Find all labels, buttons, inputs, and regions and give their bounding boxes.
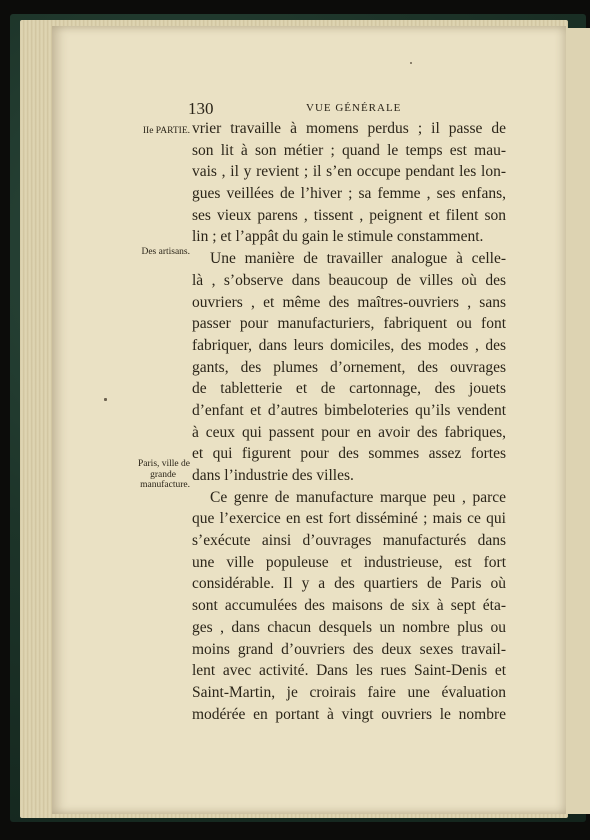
margin-note-part	[116, 126, 190, 137]
body-text	[192, 118, 506, 725]
text-line: gues veillées de l’hiver ; sa femme , ses enfans,	[192, 185, 506, 203]
facing-page-edge	[566, 28, 590, 814]
text-line: passer pour manufacturiers, fabriquent ou font	[192, 315, 506, 333]
text-line: gants, des plumes d’ornement, des ouvrages	[192, 358, 506, 376]
paper-speck	[104, 398, 107, 401]
text-line: Saint-Martin, je croirais faire une évaluation	[192, 683, 506, 701]
text-line: lent avec activité. Dans les rues Saint-Denis et	[192, 662, 506, 680]
text-line: fabriquer, dans leurs domiciles, des modes , des	[192, 336, 506, 354]
text-line: d’enfant et d’autres bimbeloteries qu’ils vendent	[192, 401, 506, 419]
paper-speck	[410, 62, 412, 64]
text-line: là , s’observe dans beaucoup de villes où des	[192, 271, 506, 289]
margin-note-line: manufacture.	[140, 480, 190, 490]
page-number: 130	[188, 99, 214, 118]
margin-note-line: Des artisans.	[141, 247, 190, 257]
text-line: de tabletterie et de cartonnage, des jouets	[192, 380, 506, 398]
text-line: considérable. Il y a des quartiers de Paris où	[192, 575, 506, 593]
text-line: moins grand d’ouvriers des deux sexes travail-	[192, 640, 506, 658]
margin-note-paris	[116, 459, 190, 491]
margin-note-line: grande	[150, 469, 176, 480]
text-line: Une manière de travailler analogue à celle-	[210, 250, 506, 268]
text-line: dans l’industrie des villes.	[192, 467, 354, 484]
paragraph	[192, 248, 506, 487]
paragraph	[192, 118, 506, 248]
text-line: s’exécute ainsi d’ouvrages manufacturés dans	[192, 532, 506, 550]
margin-note-line: Paris, ville de	[138, 459, 190, 469]
text-line: modérée en portant à vingt ouvriers le nombre	[192, 705, 506, 723]
text-line: une ville populeuse et industrieuse, est fort	[192, 553, 506, 571]
text-line: sont accumulées des maisons de six à sept éta-	[192, 597, 506, 615]
text-line: ouvriers , et même des maîtres-ouvriers , sans	[192, 293, 506, 311]
running-head: VUE GÉNÉRALE	[306, 102, 402, 114]
text-line: Ce genre de manufacture marque peu , parce	[210, 488, 506, 506]
text-line: ges , dans chacun desquels un nombre plus ou	[192, 618, 506, 636]
page-header	[188, 99, 508, 119]
text-line: lin ; et l’appât du gain le stimule constamment.	[192, 228, 484, 246]
text-line: à ceux qui passent pour en avoir des fabriques,	[192, 423, 506, 441]
margin-note-line: IIe PARTIE.	[142, 126, 190, 136]
text-line: que l’exercice en est fort disséminé ; mais ce qui	[192, 510, 506, 528]
margin-note-artisans	[116, 247, 190, 258]
paragraph	[192, 487, 506, 726]
text-line: ses vieux parens , tissent , peignent et filent son	[192, 206, 506, 224]
text-line: son lit à son métier ; quand le temps est mau-	[192, 141, 506, 159]
text-line: et qui figurent pour des sommes assez fortes	[192, 445, 506, 463]
text-line: vrier travaille à momens perdus ; il passe de	[192, 120, 506, 137]
text-line: vais , il y revient ; il s’en occupe pendant les lon-	[192, 163, 506, 181]
